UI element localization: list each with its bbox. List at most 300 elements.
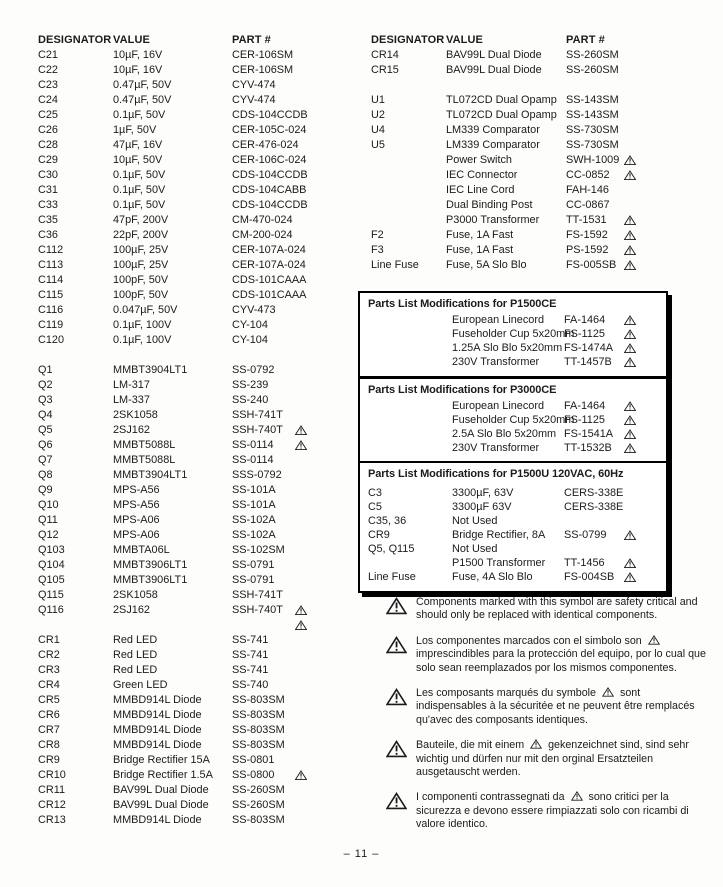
warning-triangle-icon	[624, 230, 636, 241]
part-row	[38, 618, 335, 633]
note-text-before: Bauteile, die mit einem	[416, 739, 525, 752]
designator-cell: CR14	[371, 49, 399, 61]
safety-warning-icons	[624, 260, 664, 271]
designator-cell: Q4	[38, 409, 53, 421]
designator-cell: C31	[38, 184, 58, 196]
part-row	[38, 63, 335, 78]
safety-warning-icons	[295, 425, 335, 436]
designator-cell: U2	[371, 109, 385, 121]
designator-cell: C30	[38, 169, 58, 181]
value-cell: Fuse, 4A Slo Blo	[452, 571, 533, 583]
part-number-cell: SS-730SM	[566, 124, 619, 136]
value-cell: Not Used	[452, 515, 498, 527]
designator-cell: C3	[368, 487, 382, 499]
value-cell: 0.1µF, 100V	[113, 319, 172, 331]
header-designator: DESIGNATOR	[371, 34, 445, 46]
value-cell: 2SK1058	[113, 409, 158, 421]
mod-box-rows	[368, 399, 658, 455]
note-text-after: imprescindibles para la protección del equipo, por lo cual que solo sean reemplazados por los mismos componentes.	[416, 648, 706, 674]
part-number-cell: SS-260SM	[566, 49, 619, 61]
designator-cell: CR15	[371, 64, 399, 76]
designator-cell: CR9	[368, 529, 390, 541]
part-row	[368, 427, 658, 441]
part-row	[38, 813, 335, 828]
designator-cell: Q5, Q115	[368, 543, 415, 555]
warning-triangle-icon-large	[386, 597, 407, 620]
part-number-cell: TT-1457B	[564, 356, 612, 368]
designator-cell: Q7	[38, 454, 53, 466]
part-number-cell: TT-1456	[564, 557, 605, 569]
part-number-cell: FS-1125	[564, 414, 605, 426]
designator-cell: U4	[371, 124, 385, 136]
designator-cell: C23	[38, 79, 58, 91]
part-number-cell: CER-105C-024	[232, 124, 307, 136]
value-cell: 3300µF, 63V	[452, 487, 514, 499]
value-cell: Fuse, 5A Slo Blo	[446, 259, 527, 271]
part-number-cell: SS-0791	[232, 574, 275, 586]
value-cell: 0.047µF, 50V	[113, 304, 178, 316]
warning-triangle-icon-large	[386, 740, 407, 763]
part-number-cell: SS-260SM	[232, 799, 285, 811]
designator-cell: C25	[38, 109, 58, 121]
value-cell: Not Used	[452, 543, 498, 555]
value-cell: BAV99L Dual Diode	[113, 799, 209, 811]
value-cell: 100pF, 50V	[113, 274, 169, 286]
designator-cell: C21	[38, 49, 58, 61]
value-cell: Fuse, 1A Fast	[446, 229, 514, 241]
safety-notes	[386, 596, 712, 844]
note-text-before: Los componentes marcados con el simbolo son	[416, 634, 642, 647]
inline-warning-icon	[524, 739, 548, 751]
designator-cell: CR10	[38, 769, 66, 781]
value-cell: MMBD914L Diode	[113, 694, 202, 706]
part-row	[38, 588, 335, 603]
warning-triangle-icon	[624, 415, 636, 426]
part-number-cell: SS-101A	[232, 484, 276, 496]
part-number-cell: CDS-101CAAA	[232, 274, 307, 286]
part-number-cell: FA-1464	[564, 400, 606, 412]
value-cell: 10µF, 50V	[113, 154, 163, 166]
value-cell: MPS-A56	[113, 484, 160, 496]
value-cell: 22pF, 200V	[113, 229, 169, 241]
value-cell: European Linecord	[452, 400, 545, 412]
value-cell: 100pF, 50V	[113, 289, 169, 301]
warning-triangle-icon-large	[386, 792, 407, 815]
part-row	[371, 168, 664, 183]
value-cell: BAV99L Dual Diode	[446, 64, 542, 76]
part-row	[38, 573, 335, 588]
value-cell: MMBT3904LT1	[113, 469, 188, 481]
value-cell: MMBT5088L	[113, 439, 176, 451]
header-value: VALUE	[113, 34, 150, 46]
mod-box-title: Parts List Modifications for P3000CE	[368, 384, 557, 396]
designator-cell: CR4	[38, 679, 60, 691]
part-row	[38, 528, 335, 543]
part-row	[371, 183, 664, 198]
part-row	[38, 453, 335, 468]
part-row	[368, 528, 658, 542]
mod-box-rows	[368, 313, 658, 369]
part-row	[38, 753, 335, 768]
value-cell: 0.1µF, 50V	[113, 199, 166, 211]
part-row	[38, 288, 335, 303]
part-row	[368, 413, 658, 427]
part-row	[368, 399, 658, 413]
value-cell: MMBTA06L	[113, 544, 170, 556]
value-cell: 2SJ162	[113, 604, 150, 616]
part-number-cell: PS-1592	[566, 244, 609, 256]
value-cell: MMBT5088L	[113, 454, 176, 466]
value-cell: TL072CD Dual Opamp	[446, 109, 557, 121]
value-cell: MMBT3906LT1	[113, 574, 188, 586]
part-number-cell: CDS-104CCDB	[232, 169, 308, 181]
designator-cell: C115	[38, 289, 64, 301]
designator-cell: CR6	[38, 709, 60, 721]
part-row	[368, 341, 658, 355]
part-number-cell: SS-0114	[232, 454, 274, 466]
designator-cell: CR5	[38, 694, 60, 706]
part-row	[368, 542, 658, 556]
warning-triangle-icon	[295, 770, 307, 781]
part-row	[38, 633, 335, 648]
mod-box-p1500u	[358, 461, 668, 593]
designator-cell: CR11	[38, 784, 66, 796]
designator-cell: Q12	[38, 529, 59, 541]
part-row	[38, 708, 335, 723]
warning-triangle-icon	[624, 401, 636, 412]
designator-cell: C116	[38, 304, 64, 316]
safety-warning-icons	[624, 230, 664, 241]
part-number-cell: SS-101A	[232, 499, 276, 511]
note-text-after: gekenzeichnet sind, sind sehr wichtig und dürfen nur mit den orginal Ersatzteilen ausgetauscht werden.	[416, 739, 689, 779]
value-cell: Red LED	[113, 649, 158, 661]
part-row	[38, 348, 335, 363]
part-row	[38, 438, 335, 453]
designator-cell: C35, 36	[368, 515, 407, 527]
designator-cell: C24	[38, 94, 58, 106]
warning-triangle-icon	[624, 343, 636, 354]
part-row	[371, 213, 664, 228]
part-row	[38, 183, 335, 198]
designator-cell: CR2	[38, 649, 60, 661]
value-cell: 2SK1058	[113, 589, 158, 601]
designator-cell: CR12	[38, 799, 66, 811]
safety-warning-icons	[624, 572, 664, 583]
value-cell: 3300µF 63V	[452, 501, 512, 513]
part-row	[371, 108, 664, 123]
part-row	[38, 198, 335, 213]
designator-cell: Q115	[38, 589, 64, 601]
safety-warning-icons	[295, 620, 335, 631]
value-cell: 2.5A Slo Blo 5x20mm	[452, 428, 557, 440]
part-row	[371, 228, 664, 243]
value-cell: MMBD914L Diode	[113, 724, 202, 736]
safety-warning-icons	[624, 558, 664, 569]
part-number-cell: CERS-338E	[564, 487, 624, 499]
safety-warning-icons	[624, 357, 664, 368]
part-row	[38, 123, 335, 138]
part-number-cell: CDS-101CAAA	[232, 289, 307, 301]
part-number-cell: SS-803SM	[232, 709, 285, 721]
value-cell: 10µF, 16V	[113, 49, 163, 61]
designator-cell: C33	[38, 199, 58, 211]
note-text-before: Les composants marqués du symbole	[416, 687, 596, 700]
value-cell: IEC Line Cord	[446, 184, 515, 196]
part-row	[38, 483, 335, 498]
part-row	[368, 486, 658, 500]
warning-triangle-icon	[624, 530, 636, 541]
mod-box-p1500ce	[358, 291, 668, 378]
warning-triangle-icon	[624, 572, 636, 583]
value-cell: 2SJ162	[113, 424, 150, 436]
value-cell: 0.1µF, 50V	[113, 169, 166, 181]
designator-cell: C22	[38, 64, 58, 76]
warning-triangle-icon	[624, 558, 636, 569]
part-row	[38, 303, 335, 318]
value-cell: 47µF, 16V	[113, 139, 163, 151]
value-cell: MMBT3906LT1	[113, 559, 188, 571]
part-number-cell: SSS-0792	[232, 469, 282, 481]
part-row	[371, 138, 664, 153]
part-number-cell: CDS-104CCDB	[232, 109, 308, 121]
part-row	[371, 243, 664, 258]
part-number-cell: CC-0867	[566, 199, 610, 211]
designator-cell: C5	[368, 501, 382, 513]
part-row	[38, 153, 335, 168]
safety-warning-icons	[624, 429, 664, 440]
value-cell: Fuseholder Cup 5x20mm	[452, 414, 575, 426]
part-row	[38, 258, 335, 273]
part-number-cell: SSH-740T	[232, 604, 283, 616]
value-cell: 0.1µF, 50V	[113, 109, 166, 121]
part-number-cell: CY-104	[232, 334, 268, 346]
designator-cell: U5	[371, 139, 385, 151]
warning-triangle-icon-large	[386, 636, 407, 659]
part-number-cell: SS-803SM	[232, 724, 285, 736]
part-number-cell: CER-476-024	[232, 139, 299, 151]
value-cell: 47pF, 200V	[113, 214, 169, 226]
part-number-cell: SS-0800	[232, 769, 275, 781]
safety-warning-icons	[624, 315, 664, 326]
part-number-cell: FS-1541A	[564, 428, 614, 440]
part-number-cell: SS-240	[232, 394, 269, 406]
part-number-cell: SWH-1009	[566, 154, 620, 166]
part-number-cell: SS-102A	[232, 514, 276, 526]
part-number-cell: CC-0852	[566, 169, 610, 181]
part-row	[38, 798, 335, 813]
designator-cell: Q103	[38, 544, 65, 556]
part-number-cell: SS-0791	[232, 559, 275, 571]
safety-warning-icons	[624, 443, 664, 454]
warning-triangle-icon	[295, 440, 307, 451]
part-number-cell: FS-005SB	[566, 259, 617, 271]
header-part: PART #	[566, 34, 605, 46]
mod-box-p3000ce	[358, 377, 668, 464]
part-row	[38, 468, 335, 483]
value-cell: LM339 Comparator	[446, 139, 540, 151]
safety-warning-icons	[624, 155, 664, 166]
part-number-cell: CER-107A-024	[232, 244, 306, 256]
value-cell: MMBD914L Diode	[113, 709, 202, 721]
designator-cell: Q9	[38, 484, 53, 496]
value-cell: 1.25A Slo Blo 5x20mm	[452, 342, 563, 354]
warning-triangle-icon	[530, 739, 542, 749]
value-cell: Bridge Rectifier, 8A	[452, 529, 546, 541]
part-row	[38, 378, 335, 393]
part-row	[38, 138, 335, 153]
part-row	[371, 123, 664, 138]
part-number-cell: SSH-740T	[232, 424, 283, 436]
warning-triangle-icon	[386, 792, 407, 810]
warning-triangle-icon	[624, 215, 636, 226]
part-row	[38, 648, 335, 663]
part-row	[371, 93, 664, 108]
part-row	[38, 513, 335, 528]
part-row	[371, 153, 664, 168]
safety-warning-icons	[624, 215, 664, 226]
part-row	[368, 441, 658, 455]
value-cell: MMBD914L Diode	[113, 814, 202, 826]
part-number-cell: SSH-741T	[232, 589, 283, 601]
designator-cell: C29	[38, 154, 58, 166]
left-parts-table	[38, 33, 335, 828]
value-cell: LM-337	[113, 394, 150, 406]
part-number-cell: SS-803SM	[232, 739, 285, 751]
part-number-cell: TT-1532B	[564, 442, 612, 454]
right-parts-table	[371, 33, 664, 273]
part-row	[368, 556, 658, 570]
warning-triangle-icon	[386, 688, 407, 706]
part-row	[38, 273, 335, 288]
inline-warning-icon	[565, 791, 589, 803]
warning-triangle-icon	[624, 245, 636, 256]
warning-triangle-icon	[624, 315, 636, 326]
inline-warning-icon	[642, 635, 663, 647]
part-row	[38, 168, 335, 183]
mod-box-title: Parts List Modifications for P1500U 120VAC, 60Hz	[368, 468, 624, 480]
designator-cell: C113	[38, 259, 64, 271]
designator-cell: C36	[38, 229, 58, 241]
warning-triangle-icon	[624, 155, 636, 166]
part-row	[38, 333, 335, 348]
warning-triangle-icon	[624, 170, 636, 181]
part-number-cell: SS-143SM	[566, 109, 619, 121]
safety-warning-icons	[295, 605, 335, 616]
designator-cell: F3	[371, 244, 384, 256]
part-number-cell: SS-0799	[564, 529, 607, 541]
safety-warning-icons	[624, 343, 664, 354]
part-number-cell: SS-260SM	[232, 784, 285, 796]
designator-cell: Q2	[38, 379, 53, 391]
designator-cell: CR7	[38, 724, 60, 736]
designator-cell: Q10	[38, 499, 59, 511]
part-number-cell: CYV-474	[232, 94, 276, 106]
value-cell: Fuse, 1A Fast	[446, 244, 514, 256]
safety-note	[386, 596, 712, 623]
mod-box-title: Parts List Modifications for P1500CE	[368, 298, 557, 310]
value-cell: TL072CD Dual Opamp	[446, 94, 557, 106]
part-number-cell: SS-803SM	[232, 814, 285, 826]
designator-cell: CR13	[38, 814, 66, 826]
part-number-cell: CY-104	[232, 319, 268, 331]
value-cell: MMBD914L Diode	[113, 739, 202, 751]
designator-cell: CR9	[38, 754, 60, 766]
note-text-after: sont indispensables à la sécuritée et ne peuvent être remplacés qu'avec des composants identiques.	[416, 687, 695, 726]
part-row	[38, 393, 335, 408]
part-row	[38, 228, 335, 243]
value-cell: Fuseholder Cup 5x20mm	[452, 328, 575, 340]
part-row	[38, 408, 335, 423]
table-header-row	[371, 33, 664, 48]
value-cell: 230V Transformer	[452, 356, 540, 368]
part-number-cell: CM-470-024	[232, 214, 293, 226]
designator-cell: C26	[38, 124, 58, 136]
part-number-cell: CM-200-024	[232, 229, 293, 241]
safety-note-text	[416, 687, 712, 727]
warning-triangle-icon	[602, 687, 614, 697]
part-number-cell: SS-260SM	[566, 64, 619, 76]
part-row	[38, 318, 335, 333]
designator-cell: U1	[371, 94, 385, 106]
part-row	[38, 498, 335, 513]
part-number-cell: FAH-146	[566, 184, 609, 196]
inline-warning-icon	[596, 687, 620, 699]
value-cell: 10µF, 16V	[113, 64, 163, 76]
safety-note-text	[416, 596, 712, 623]
warning-triangle-icon	[386, 636, 407, 654]
designator-cell: Q6	[38, 439, 53, 451]
designator-cell: C35	[38, 214, 58, 226]
warning-triangle-icon	[386, 740, 407, 758]
safety-warning-icons	[295, 770, 335, 781]
part-row	[38, 693, 335, 708]
part-number-cell: SS-0792	[232, 364, 275, 376]
part-number-cell: TT-1531	[566, 214, 607, 226]
safety-note	[386, 791, 712, 831]
designator-cell: Q11	[38, 514, 58, 526]
value-cell: 100µF, 25V	[113, 259, 169, 271]
part-number-cell: CER-107A-024	[232, 259, 306, 271]
value-cell: LM339 Comparator	[446, 124, 540, 136]
table-header-row	[38, 33, 335, 48]
value-cell: 0.1µF, 100V	[113, 334, 172, 346]
warning-triangle-icon	[295, 425, 307, 436]
value-cell: MMBT3904LT1	[113, 364, 188, 376]
designator-cell: Q104	[38, 559, 65, 571]
mod-box-rows	[368, 486, 658, 584]
warning-triangle-icon	[386, 597, 407, 615]
part-row	[38, 78, 335, 93]
part-row	[371, 63, 664, 78]
safety-warning-icons	[624, 530, 664, 541]
part-number-cell: SS-239	[232, 379, 269, 391]
part-number-cell: CERS-338E	[564, 501, 624, 513]
value-cell: Bridge Rectifier 1.5A	[113, 769, 213, 781]
part-row	[371, 198, 664, 213]
safety-note	[386, 739, 712, 779]
designator-cell: F2	[371, 229, 384, 241]
part-number-cell: FS-1592	[566, 229, 608, 241]
warning-triangle-icon	[295, 605, 307, 616]
designator-cell: Q8	[38, 469, 53, 481]
value-cell: BAV99L Dual Diode	[446, 49, 542, 61]
warning-triangle-icon	[624, 443, 636, 454]
warning-triangle-icon	[624, 357, 636, 368]
part-number-cell: SS-0114	[232, 439, 274, 451]
part-row	[38, 213, 335, 228]
safety-warning-icons	[295, 440, 335, 451]
left-table-rows	[38, 48, 335, 828]
